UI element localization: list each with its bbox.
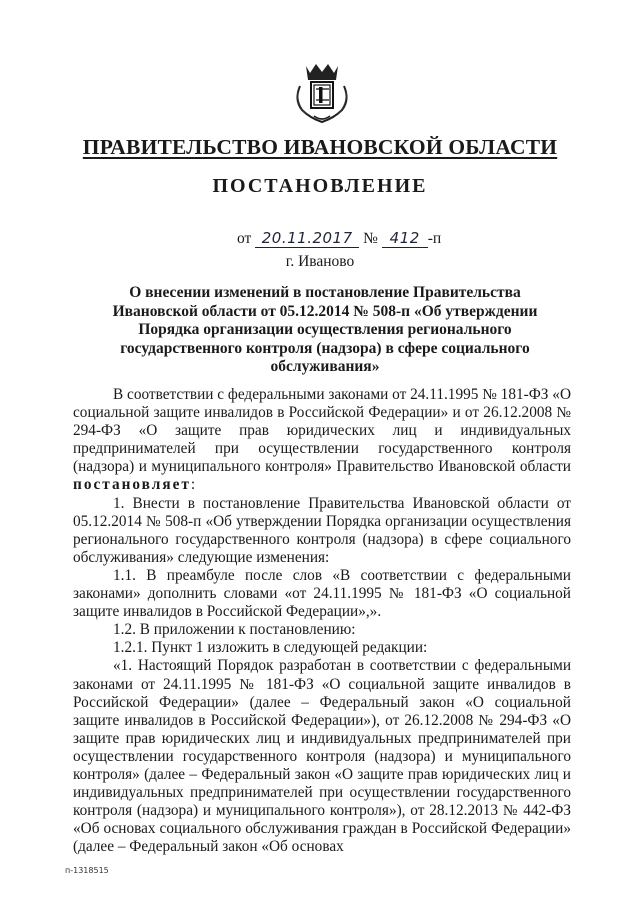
paragraph-preamble: [73, 386, 571, 495]
paragraph-1-1: 1.1. В преамбуле после слов «В соответствии с федеральными законами» дополнить словами «от 24.11.1995 № 181-ФЗ «О социальной защите инвалидов в Российской Федерации»,».: [73, 566, 571, 621]
document-date: 20.11.2017: [255, 229, 359, 248]
document-type: ПОСТАНОВЛЕНИЕ: [212, 175, 428, 197]
paragraph-1-2-1: 1.2.1. Пункт 1 изложить в следующей редакции:: [113, 639, 428, 657]
document-city: г. Иваново: [285, 253, 355, 270]
date-prefix: от: [237, 230, 252, 247]
preamble-text: В соответствии с федеральными законами от 24.11.1995 № 181-ФЗ «О социальной защите инвалидов в Российской Федерации» и от 26.12.2008 № 294-ФЗ «О защите прав юридических лиц и индивидуальных предпринимателей при осуществлении государственного контроля (надзора) и муниципального контроля» Правительство Ивановской области: [73, 386, 571, 476]
paragraph-1-2-1-text: «1. Настоящий Порядок разработан в соответствии с федеральными законами от 24.11.1995 № 181-ФЗ «О социальной защите инвалидов в Российской Федерации» (далее – Федеральный закон «О социальной защите инвалидов в Российской Федерации»), от 26.12.2008 № 294-ФЗ «О защите прав юридических лиц и индивидуальных предпринимателей при осуществлении государственного контроля (надзора) и муниципального контроля» (далее – Федеральный закон «О защите прав юридических лиц и индивидуальных предпринимателей при осуществлении государственного контроля (надзора) и муниципального контроля»), от 28.12.2013 № 442-ФЗ «Об основах социального обслуживания граждан в Российской Федерации» (далее – Федеральный закон «Об основах: [73, 657, 571, 856]
number-sign: №: [363, 230, 378, 247]
document-stamp-code: п-1318515: [65, 866, 109, 875]
paragraph-1-2: 1.2. В приложении к постановлению:: [113, 621, 356, 639]
paragraph-1: 1. Внести в постановление Правительства Ивановской области от 05.12.2014 № 508-п «Об утверждении Порядка организации осуществления регионального государственного контроля (надзора) в сфере социального обслуживания» следующие изменения:: [73, 494, 571, 566]
issuing-body-title: [0, 135, 640, 160]
number-suffix: -п: [427, 230, 442, 247]
coat-of-arms: [292, 60, 352, 126]
decree-word: постановляет: [73, 476, 191, 494]
issuing-body-text: ПРАВИТЕЛЬСТВО ИВАНОВСКОЙ ОБЛАСТИ: [82, 135, 558, 159]
document-date-number-line: [237, 229, 441, 248]
decree-colon: :: [190, 476, 196, 494]
document-body: [73, 386, 571, 856]
document-number: 412: [382, 229, 428, 248]
document-subject: О внесении изменений в постановление Правительства Ивановской области от 05.12.2014 № 508-п «Об утверждении Порядка организации осуществления регионального государственного контроля (надзора) в сфере социального обслуживания»: [112, 284, 538, 375]
